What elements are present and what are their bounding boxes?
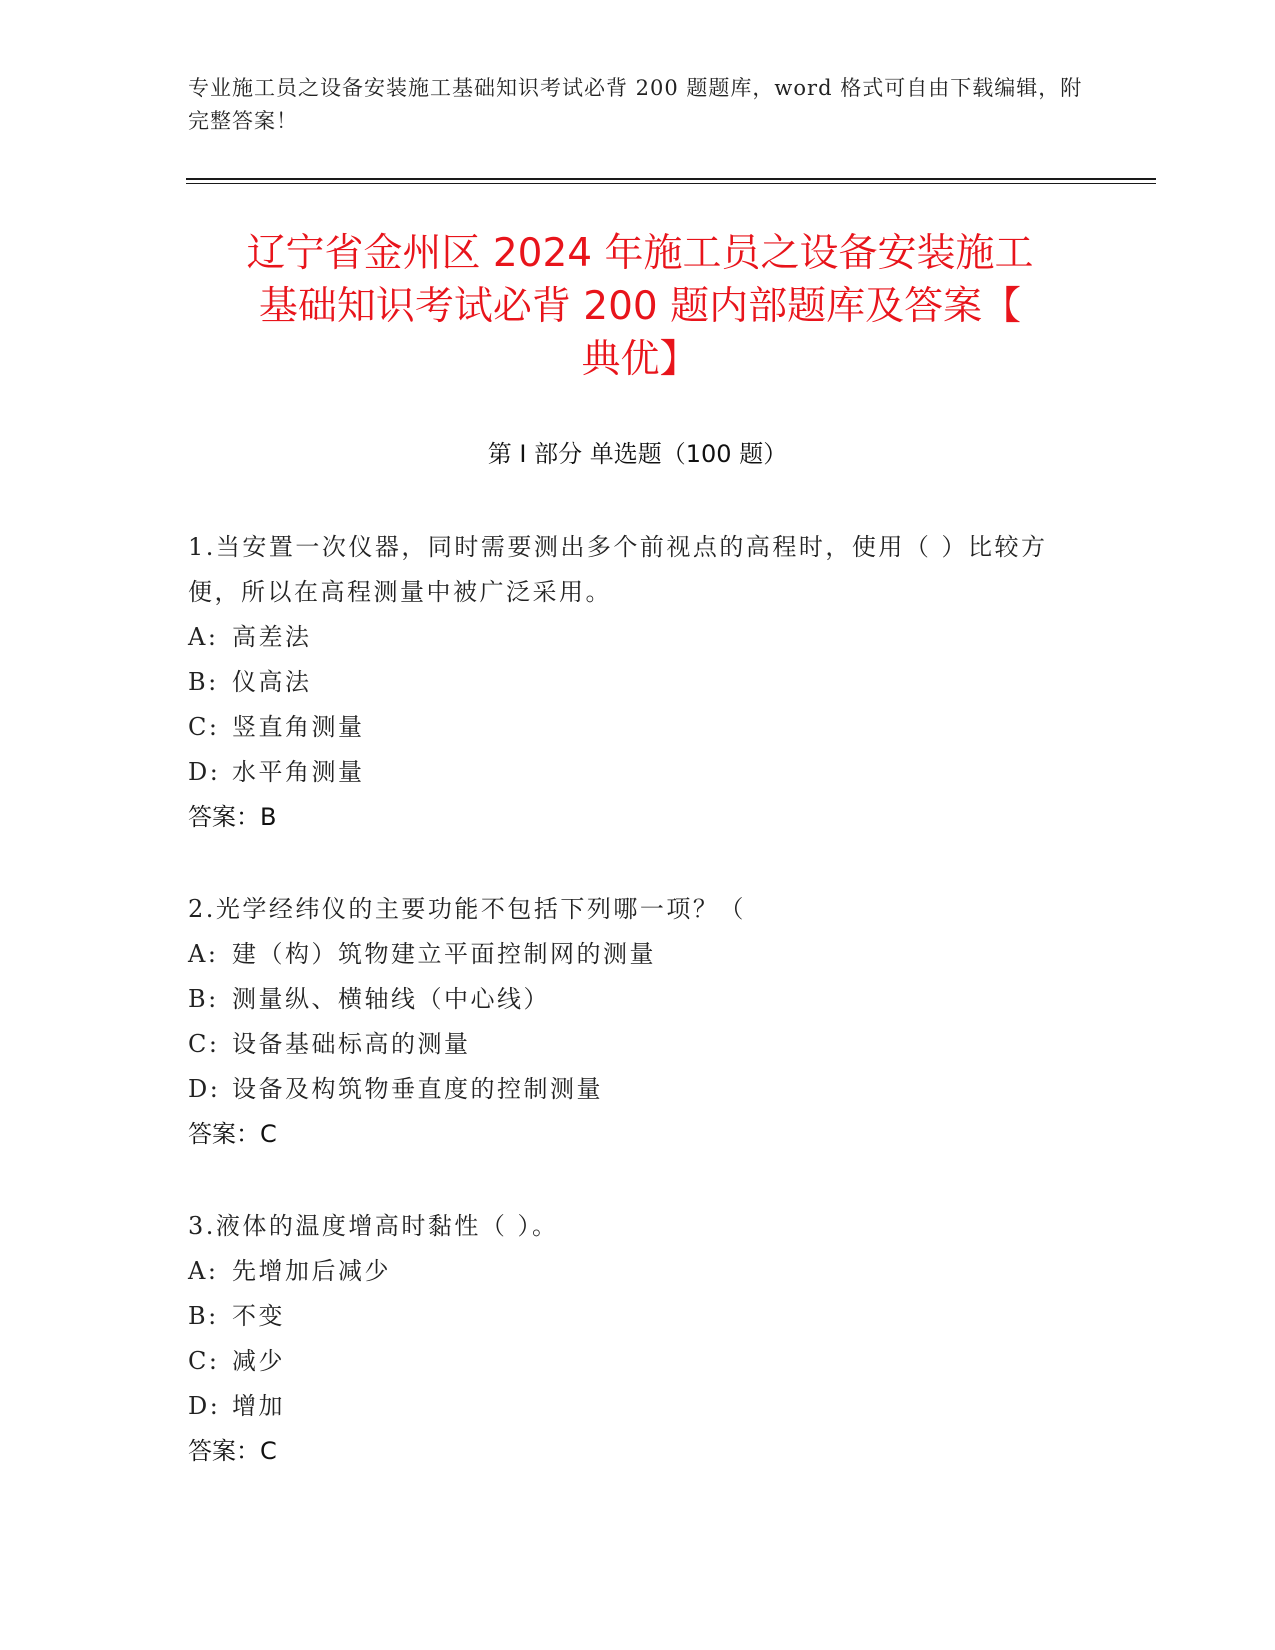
question-3 <box>188 1204 1088 1474</box>
option-text: 测量纵、横轴线（中心线） <box>232 985 550 1013</box>
question-stem: 3.液体的温度增高时黏性（ ）。 <box>188 1212 559 1240</box>
option-text: 水平角测量 <box>232 758 365 786</box>
header-note: 专业施工员之设备安装施工基础知识考试必背 200 题题库，word 格式可自由下载编辑，附完整答案！ <box>188 76 1083 133</box>
question-2 <box>188 887 1088 1157</box>
option-d <box>188 750 1088 795</box>
title-line-1: 辽宁省金州区 2024 年施工员之设备安装施工 <box>246 231 1034 276</box>
option-text: 高差法 <box>232 623 312 651</box>
option-c <box>188 1339 1088 1384</box>
option-key: D: <box>188 1392 221 1420</box>
option-key: A: <box>188 1257 219 1285</box>
answer: 答案：C <box>188 1437 277 1465</box>
option-key: B: <box>188 668 219 696</box>
option-b <box>188 660 1088 705</box>
option-text: 仪高法 <box>232 668 312 696</box>
title-line-3: 典优】 <box>581 337 699 382</box>
answer: 答案：C <box>188 1120 277 1148</box>
option-d <box>188 1384 1088 1429</box>
document-title <box>190 227 1090 386</box>
header-divider-thin <box>186 183 1156 184</box>
option-a <box>188 615 1088 660</box>
question-stem: 2.光学经纬仪的主要功能不包括下列哪一项？（ <box>188 895 746 923</box>
option-c <box>188 1022 1088 1067</box>
option-text: 减少 <box>232 1347 285 1375</box>
option-key: C: <box>188 1347 220 1375</box>
header-divider-thick <box>186 178 1156 180</box>
option-b <box>188 1294 1088 1339</box>
option-c <box>188 705 1088 750</box>
option-text: 增加 <box>232 1392 285 1420</box>
option-text: 竖直角测量 <box>232 713 365 741</box>
option-key: D: <box>188 758 221 786</box>
option-key: A: <box>188 940 219 968</box>
option-key: B: <box>188 1302 219 1330</box>
option-text: 先增加后减少 <box>232 1257 391 1285</box>
option-d <box>188 1067 1088 1112</box>
answer: 答案：B <box>188 803 277 831</box>
question-stem: 1.当安置一次仪器，同时需要测出多个前视点的高程时，使用（ ）比较方便，所以在高程测量中被广泛采用。 <box>188 533 1048 606</box>
option-text: 不变 <box>232 1302 285 1330</box>
option-key: B: <box>188 985 219 1013</box>
option-key: C: <box>188 713 220 741</box>
option-key: A: <box>188 623 219 651</box>
option-text: 设备基础标高的测量 <box>232 1030 471 1058</box>
option-key: D: <box>188 1075 221 1103</box>
option-text: 建（构）筑物建立平面控制网的测量 <box>232 940 656 968</box>
option-text: 设备及构筑物垂直度的控制测量 <box>232 1075 603 1103</box>
question-1 <box>188 525 1088 840</box>
option-a <box>188 932 1088 977</box>
option-a <box>188 1249 1088 1294</box>
title-line-2: 基础知识考试必背 200 题内部题库及答案【 <box>258 284 1022 329</box>
section-heading: 第 I 部分 单选题（100 题） <box>487 440 788 468</box>
option-b <box>188 977 1088 1022</box>
option-key: C: <box>188 1030 220 1058</box>
